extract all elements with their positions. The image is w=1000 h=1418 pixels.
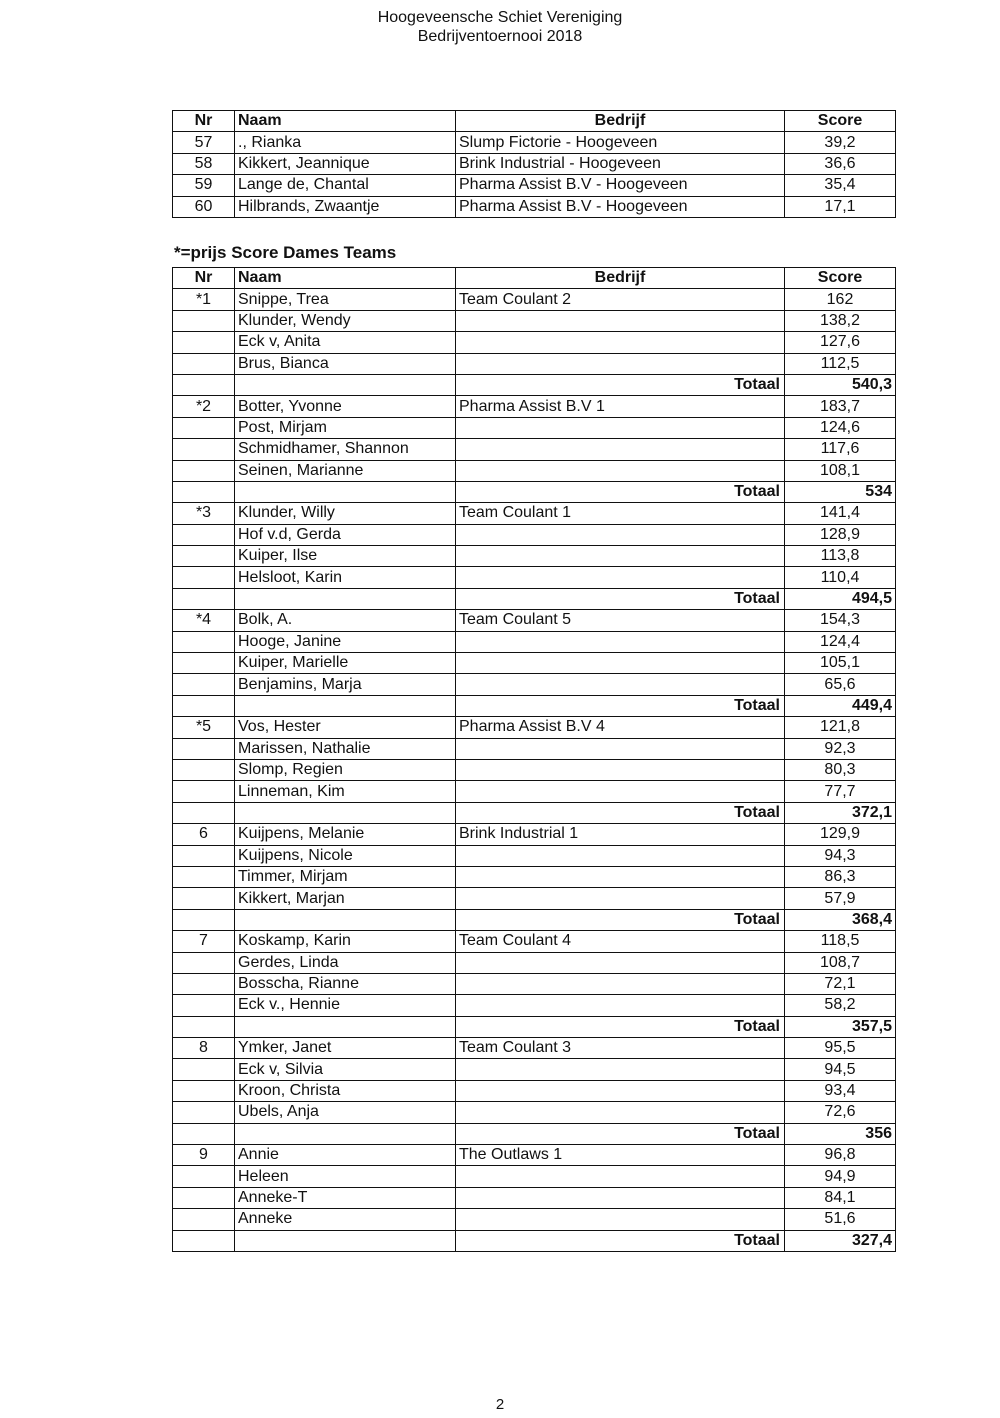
total-label: Totaal — [456, 909, 785, 930]
cell-bedrijf-empty — [456, 995, 785, 1016]
cell-nr-empty — [173, 417, 235, 438]
col-nr: Nr — [173, 268, 235, 289]
member-score: 108,7 — [785, 952, 896, 973]
member-name: Schmidhamer, Shannon — [235, 439, 456, 460]
cell-empty — [173, 374, 235, 395]
member-name: Anneke-T — [235, 1187, 456, 1208]
team-member-row — [173, 1145, 896, 1166]
member-name: Ymker, Janet — [235, 1038, 456, 1059]
team-company: Team Coulant 4 — [456, 931, 785, 952]
cell-score: 36,6 — [785, 153, 896, 174]
team-company: Brink Industrial 1 — [456, 824, 785, 845]
cell-nr: 58 — [173, 153, 235, 174]
member-name: Kuiper, Marielle — [235, 653, 456, 674]
member-name: Heleen — [235, 1166, 456, 1187]
cell-nr-empty — [173, 781, 235, 802]
cell-nr-empty — [173, 674, 235, 695]
member-score: 95,5 — [785, 1038, 896, 1059]
cell-bedrijf-empty — [456, 952, 785, 973]
team-company: The Outlaws 1 — [456, 1145, 785, 1166]
total-label: Totaal — [456, 374, 785, 395]
team-total-row — [173, 909, 896, 930]
team-member-row — [173, 995, 896, 1016]
cell-bedrijf-empty — [456, 567, 785, 588]
cell-empty — [173, 1230, 235, 1251]
total-label: Totaal — [456, 802, 785, 823]
cell-nr-empty — [173, 439, 235, 460]
cell-bedrijf-empty — [456, 546, 785, 567]
cell-bedrijf-empty — [456, 674, 785, 695]
cell-nr-empty — [173, 567, 235, 588]
cell-nr-empty — [173, 332, 235, 353]
member-score: 94,5 — [785, 1059, 896, 1080]
individual-scores-table — [172, 110, 896, 218]
member-score: 94,3 — [785, 845, 896, 866]
cell-naam: Hilbrands, Zwaantje — [235, 196, 456, 217]
cell-bedrijf: Pharma Assist B.V - Hoogeveen — [456, 196, 785, 217]
member-score: 127,6 — [785, 332, 896, 353]
team-member-row — [173, 717, 896, 738]
cell-bedrijf: Pharma Assist B.V - Hoogeveen — [456, 175, 785, 196]
cell-empty — [235, 1230, 456, 1251]
cell-bedrijf-empty — [456, 1080, 785, 1101]
team-scores-table — [172, 267, 896, 1252]
member-name: Hooge, Janine — [235, 631, 456, 652]
total-label: Totaal — [456, 588, 785, 609]
member-name: Linneman, Kim — [235, 781, 456, 802]
header-event-name: Bedrijventoernooi 2018 — [417, 28, 583, 45]
member-score: 57,9 — [785, 888, 896, 909]
member-score: 141,4 — [785, 503, 896, 524]
cell-score: 17,1 — [785, 196, 896, 217]
team-member-row — [173, 952, 896, 973]
member-score: 72,6 — [785, 1102, 896, 1123]
cell-bedrijf-empty — [456, 759, 785, 780]
team-company: Team Coulant 1 — [456, 503, 785, 524]
cell-bedrijf-empty — [456, 1059, 785, 1080]
team-rank: *2 — [173, 396, 235, 417]
cell-nr-empty — [173, 995, 235, 1016]
team-member-row — [173, 781, 896, 802]
member-name: Benjamins, Marja — [235, 674, 456, 695]
col-score: Score — [785, 111, 896, 132]
col-bedrijf: Bedrijf — [456, 268, 785, 289]
cell-nr: 60 — [173, 196, 235, 217]
cell-nr-empty — [173, 1209, 235, 1230]
cell-empty — [235, 481, 456, 502]
team-rank: *4 — [173, 610, 235, 631]
team-member-row — [173, 1187, 896, 1208]
team-member-row — [173, 353, 896, 374]
cell-empty — [235, 1123, 456, 1144]
team-member-row — [173, 310, 896, 331]
member-score: 72,1 — [785, 973, 896, 994]
member-score: 96,8 — [785, 1145, 896, 1166]
member-name: Helsloot, Karin — [235, 567, 456, 588]
section-heading: Score Dames Teams — [231, 243, 397, 262]
member-name: Hof v.d, Gerda — [235, 524, 456, 545]
member-score: 121,8 — [785, 717, 896, 738]
cell-nr-empty — [173, 845, 235, 866]
team-company: Team Coulant 5 — [456, 610, 785, 631]
team-member-row — [173, 503, 896, 524]
team-scores-body — [173, 289, 896, 1252]
cell-empty — [235, 909, 456, 930]
team-rank: *5 — [173, 717, 235, 738]
cell-nr-empty — [173, 653, 235, 674]
team-member-row — [173, 1102, 896, 1123]
cell-naam: Lange de, Chantal — [235, 175, 456, 196]
team-rank: 6 — [173, 824, 235, 845]
member-score: 154,3 — [785, 610, 896, 631]
prize-legend: *=prijs — [174, 243, 227, 262]
member-score: 51,6 — [785, 1209, 896, 1230]
team-company: Team Coulant 3 — [456, 1038, 785, 1059]
cell-bedrijf-empty — [456, 1166, 785, 1187]
table-header-row — [173, 268, 896, 289]
cell-nr-empty — [173, 1102, 235, 1123]
member-score: 129,9 — [785, 824, 896, 845]
team-member-row — [173, 289, 896, 310]
team-total-row — [173, 374, 896, 395]
team-member-row — [173, 973, 896, 994]
member-name: Kuiper, Ilse — [235, 546, 456, 567]
team-member-row — [173, 417, 896, 438]
table-row — [173, 153, 896, 174]
member-score: 118,5 — [785, 931, 896, 952]
member-score: 124,6 — [785, 417, 896, 438]
cell-nr-empty — [173, 1059, 235, 1080]
team-total-row — [173, 1123, 896, 1144]
team-member-row — [173, 931, 896, 952]
table-row — [173, 132, 896, 153]
member-name: Kroon, Christa — [235, 1080, 456, 1101]
table-row — [173, 175, 896, 196]
team-total-score: 534 — [785, 481, 896, 502]
cell-bedrijf-empty — [456, 653, 785, 674]
cell-nr-empty — [173, 1187, 235, 1208]
cell-bedrijf-empty — [456, 845, 785, 866]
cell-empty — [173, 1123, 235, 1144]
cell-bedrijf-empty — [456, 310, 785, 331]
team-total-row — [173, 695, 896, 716]
team-rank: 7 — [173, 931, 235, 952]
member-score: 84,1 — [785, 1187, 896, 1208]
team-member-row — [173, 845, 896, 866]
cell-bedrijf-empty — [456, 973, 785, 994]
cell-nr-empty — [173, 310, 235, 331]
member-name: Timmer, Mirjam — [235, 866, 456, 887]
cell-bedrijf-empty — [456, 1209, 785, 1230]
member-score: 94,9 — [785, 1166, 896, 1187]
member-name: Koskamp, Karin — [235, 931, 456, 952]
team-member-row — [173, 1080, 896, 1101]
team-member-row — [173, 460, 896, 481]
cell-nr: 59 — [173, 175, 235, 196]
team-company: Pharma Assist B.V 1 — [456, 396, 785, 417]
team-member-row — [173, 567, 896, 588]
cell-nr-empty — [173, 952, 235, 973]
team-member-row — [173, 738, 896, 759]
team-member-row — [173, 524, 896, 545]
document-header — [0, 8, 1000, 46]
cell-bedrijf-empty — [456, 738, 785, 759]
team-company: Team Coulant 2 — [456, 289, 785, 310]
cell-bedrijf-empty — [456, 781, 785, 802]
cell-empty — [235, 695, 456, 716]
member-name: Bolk, A. — [235, 610, 456, 631]
team-total-score: 327,4 — [785, 1230, 896, 1251]
team-total-row — [173, 1230, 896, 1251]
member-score: 58,2 — [785, 995, 896, 1016]
member-score: 138,2 — [785, 310, 896, 331]
team-member-row — [173, 546, 896, 567]
cell-score: 35,4 — [785, 175, 896, 196]
member-name: Kuijpens, Melanie — [235, 824, 456, 845]
member-name: Kuijpens, Nicole — [235, 845, 456, 866]
total-label: Totaal — [456, 1016, 785, 1037]
cell-empty — [235, 802, 456, 823]
team-member-row — [173, 1166, 896, 1187]
col-naam: Naam — [235, 111, 456, 132]
team-member-row — [173, 674, 896, 695]
cell-nr-empty — [173, 1080, 235, 1101]
cell-naam: ., Rianka — [235, 132, 456, 153]
member-name: Ubels, Anja — [235, 1102, 456, 1123]
cell-nr-empty — [173, 973, 235, 994]
cell-bedrijf-empty — [456, 888, 785, 909]
member-score: 105,1 — [785, 653, 896, 674]
member-score: 162 — [785, 289, 896, 310]
cell-bedrijf: Slump Fictorie - Hoogeveen — [456, 132, 785, 153]
team-total-score: 449,4 — [785, 695, 896, 716]
total-label: Totaal — [456, 481, 785, 502]
member-name: Brus, Bianca — [235, 353, 456, 374]
total-label: Totaal — [456, 1230, 785, 1251]
col-nr: Nr — [173, 111, 235, 132]
team-total-row — [173, 588, 896, 609]
cell-bedrijf-empty — [456, 866, 785, 887]
cell-bedrijf-empty — [456, 439, 785, 460]
member-score: 128,9 — [785, 524, 896, 545]
cell-nr-empty — [173, 759, 235, 780]
cell-nr-empty — [173, 866, 235, 887]
cell-empty — [173, 909, 235, 930]
cell-nr-empty — [173, 546, 235, 567]
member-score: 86,3 — [785, 866, 896, 887]
col-bedrijf: Bedrijf — [456, 111, 785, 132]
cell-bedrijf-empty — [456, 524, 785, 545]
total-label: Totaal — [456, 1123, 785, 1144]
team-total-score: 540,3 — [785, 374, 896, 395]
team-total-row — [173, 802, 896, 823]
team-total-score: 356 — [785, 1123, 896, 1144]
team-member-row — [173, 396, 896, 417]
team-rank: *3 — [173, 503, 235, 524]
team-total-score: 368,4 — [785, 909, 896, 930]
cell-nr-empty — [173, 1166, 235, 1187]
col-naam: Naam — [235, 268, 456, 289]
member-name: Post, Mirjam — [235, 417, 456, 438]
cell-bedrijf-empty — [456, 332, 785, 353]
cell-naam: Kikkert, Jeannique — [235, 153, 456, 174]
cell-nr-empty — [173, 524, 235, 545]
member-name: Botter, Yvonne — [235, 396, 456, 417]
page-number: 2 — [495, 1396, 505, 1413]
team-member-row — [173, 631, 896, 652]
cell-bedrijf-empty — [456, 417, 785, 438]
table-header-row — [173, 111, 896, 132]
team-member-row — [173, 824, 896, 845]
member-score: 108,1 — [785, 460, 896, 481]
member-score: 77,7 — [785, 781, 896, 802]
cell-bedrijf-empty — [456, 1102, 785, 1123]
member-score: 124,4 — [785, 631, 896, 652]
member-name: Marissen, Nathalie — [235, 738, 456, 759]
member-score: 80,3 — [785, 759, 896, 780]
member-score: 93,4 — [785, 1080, 896, 1101]
cell-bedrijf-empty — [456, 1187, 785, 1208]
member-name: Seinen, Marianne — [235, 460, 456, 481]
member-score: 117,6 — [785, 439, 896, 460]
member-score: 112,5 — [785, 353, 896, 374]
team-member-row — [173, 866, 896, 887]
member-name: Kikkert, Marjan — [235, 888, 456, 909]
member-score: 110,4 — [785, 567, 896, 588]
col-score: Score — [785, 268, 896, 289]
member-name: Slomp, Regien — [235, 759, 456, 780]
cell-nr-empty — [173, 888, 235, 909]
team-company: Pharma Assist B.V 4 — [456, 717, 785, 738]
individual-scores-body — [173, 132, 896, 218]
cell-nr-empty — [173, 460, 235, 481]
team-member-row — [173, 888, 896, 909]
member-score: 65,6 — [785, 674, 896, 695]
member-name: Eck v, Anita — [235, 332, 456, 353]
member-score: 113,8 — [785, 546, 896, 567]
team-member-row — [173, 610, 896, 631]
member-name: Anneke — [235, 1209, 456, 1230]
team-member-row — [173, 439, 896, 460]
member-name: Gerdes, Linda — [235, 952, 456, 973]
member-name: Annie — [235, 1145, 456, 1166]
team-rank: 8 — [173, 1038, 235, 1059]
team-member-row — [173, 759, 896, 780]
cell-empty — [173, 588, 235, 609]
cell-nr-empty — [173, 631, 235, 652]
cell-empty — [173, 695, 235, 716]
team-member-row — [173, 1038, 896, 1059]
cell-empty — [173, 481, 235, 502]
team-member-row — [173, 1059, 896, 1080]
team-member-row — [173, 653, 896, 674]
team-total-row — [173, 481, 896, 502]
team-rank: 9 — [173, 1145, 235, 1166]
cell-empty — [235, 588, 456, 609]
cell-empty — [173, 802, 235, 823]
header-club-name: Hoogeveensche Schiet Vereniging — [377, 9, 623, 26]
member-name: Eck v., Hennie — [235, 995, 456, 1016]
member-score: 92,3 — [785, 738, 896, 759]
cell-nr-empty — [173, 353, 235, 374]
cell-empty — [235, 374, 456, 395]
cell-bedrijf-empty — [456, 631, 785, 652]
member-name: Snippe, Trea — [235, 289, 456, 310]
team-total-score: 357,5 — [785, 1016, 896, 1037]
team-total-score: 372,1 — [785, 802, 896, 823]
member-score: 183,7 — [785, 396, 896, 417]
cell-nr-empty — [173, 738, 235, 759]
cell-bedrijf: Brink Industrial - Hoogeveen — [456, 153, 785, 174]
team-member-row — [173, 1209, 896, 1230]
cell-bedrijf-empty — [456, 353, 785, 374]
member-name: Eck v, Silvia — [235, 1059, 456, 1080]
team-member-row — [173, 332, 896, 353]
member-name: Klunder, Wendy — [235, 310, 456, 331]
member-name: Bosscha, Rianne — [235, 973, 456, 994]
section-title — [174, 243, 396, 263]
cell-bedrijf-empty — [456, 460, 785, 481]
cell-score: 39,2 — [785, 132, 896, 153]
team-rank: *1 — [173, 289, 235, 310]
member-name: Klunder, Willy — [235, 503, 456, 524]
cell-empty — [235, 1016, 456, 1037]
team-total-row — [173, 1016, 896, 1037]
member-name: Vos, Hester — [235, 717, 456, 738]
cell-empty — [173, 1016, 235, 1037]
table-row — [173, 196, 896, 217]
cell-nr: 57 — [173, 132, 235, 153]
total-label: Totaal — [456, 695, 785, 716]
team-total-score: 494,5 — [785, 588, 896, 609]
